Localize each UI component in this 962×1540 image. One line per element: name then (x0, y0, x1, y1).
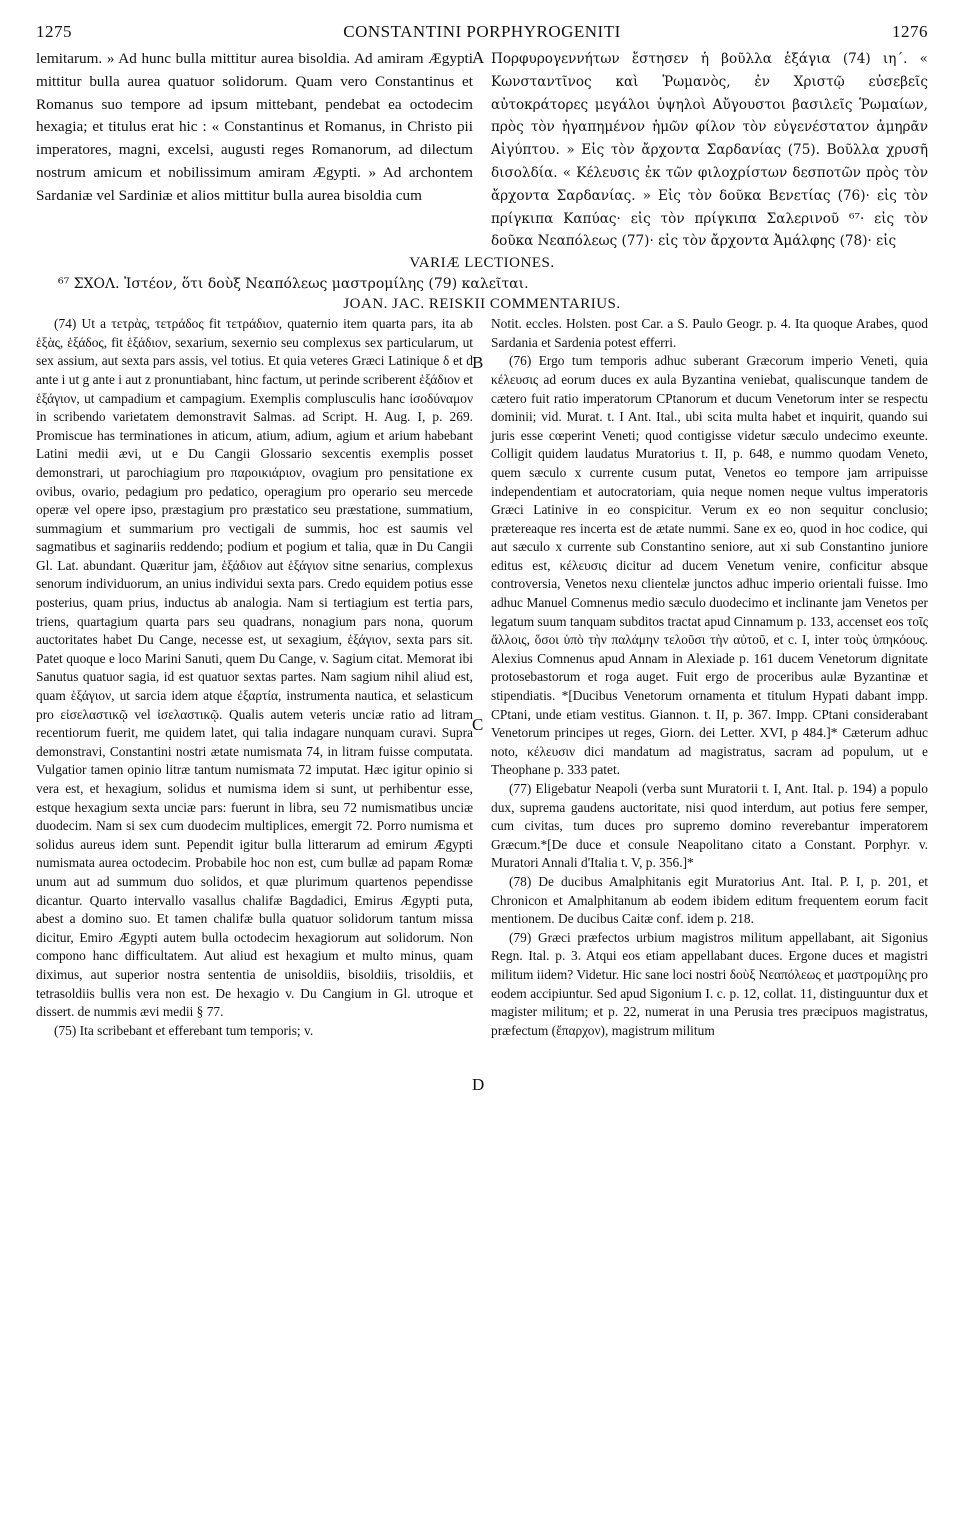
commentary-title: JOAN. JAC. REISKII COMMENTARIUS. (343, 296, 621, 313)
commentary-right-column (472, 315, 928, 1095)
margin-letter-a: A (472, 48, 485, 67)
latin-text: lemitarum. » Ad hunc bulla mittitur aurea bisoldia. Ad amiram Ægypti mittitur bulla aurea quatuor solidorum. Quam vero Constantinus et Romanus suo tempore ad ipsum mittebant, pendebat ea octodecim hexagia; et titulus erat hic : « Constantinus et Romanus, in Christo pii imperatores, magni, excelsi, augusti reges Romanorum, ad dilectum nostrum amicum et nobilissimum amiram Ægypti. » Ad archontem Sardaniæ vel Sardiniæ et alios mittitur bulla aurea bisoldia cum (36, 50, 473, 204)
right-page-number: 1276 (892, 22, 928, 41)
margin-letter-d: D (472, 1075, 485, 1095)
commentary (36, 315, 928, 1095)
scholion-text: ⁶⁷ ΣΧΟΛ. Ἰστέον, ὅτι δοὺξ Νεαπόλεως μαστρομίλης (79) καλεῖται. (58, 276, 529, 293)
variae-title: VARIÆ LECTIONES. (409, 255, 555, 272)
left-page-number: 1275 (36, 22, 72, 41)
note-75-continued: Notit. eccles. Holsten. post Car. a S. Paulo Geogr. p. 4. Ita quoque Arabes, quod Sardania et Sardenia potest efferri. (491, 316, 928, 350)
note-77: (77) Eligebatur Neapoli (verba sunt Muratorii t. I, Ant. Ital. p. 194) a populo dux, suprema gaudens auctoritate, nisi quod interdum, aut potius fere semper, cum civitas, tum duces pro supremo domino reverebantur imperatorem Græcum.*[De duce et consule Neapolitano citato a Constant. Porphyr. v. Muratori Annali d'Italia t. V, p. 356.]* (491, 781, 928, 871)
note-75: (75) Ita scribebant et efferebant tum temporis; v. (54, 1022, 314, 1038)
greek-text: Πορφυρογεννήτων ἔστησεν ἡ βοῦλλα ἑξάγια (74) ιη΄. « Κωνσταντῖνος καὶ Ῥωμανὸς, ἐν Χριστῷ εὐσεβεῖς αὐτοκράτορες μεγάλοι ὑψηλοὶ Αὔγουστοι βασιλεῖς Ῥωμαίων, πρὸς τὸν ἠγαπημένον ἡμῶν φίλον τὸν εὐγενέστατον ἀμηρᾶν Αἰγύπτου. » Εἰς τὸν ἄρχοντα Σαρδανίας (75). Βοῦλλα χρυσῆ δισολδία. « Κέλευσις ἐκ τῶν φιλοχρίστων δεσποτῶν πρὸς τὸν ἄρχοντα Σαρδανίας. » Εἰς τὸν δοῦκα Βενετίας (76)· εἰς τὸν πρίγκιπα Καπύας· εἰς τὸν πρίγκιπα Σαλερινοῦ ⁶⁷· εἰς τὸν δοῦκα Νεαπόλεως (77)· εἰς τὸν ἄρχοντα Ἀμάλφης (78)· εἰς (491, 51, 928, 250)
commentary-left-column (36, 315, 473, 1040)
margin-letter-c: C (472, 715, 484, 735)
note-76: (76) Ergo tum temporis adhuc suberant Græcorum imperio Veneti, quia κέλευσις ad eorum duces ex aula Byzantina veniebat, qualiscunque tandem de cætero fuit ratio imperatorum CPtanorum et ducum Venetorum inter se respectu dominii; vid. Murat. t. I Ant. Ital., ubi scita multa habet et inquirit, quando sui juris esse cœperint Veneti; quod contigisse videtur sæculo undecimo exeunte. Colligit quidem laudatus Muratorius t. II, p. 648, e nummo quodam Veneto, quem sæculo x currente cusum putat, Venetos eo tempore jam arripuisse independentiam et autocratoriam, quia neque nomen neque vultus imperatoris Græci Latinive in eo conspicitur. Verum ex eo non sequitur conclusio; prætereaque res incerta est de ætate nummi. Sane ex eo, quod in hoc codice, qui aut sæculo x currente sub Constantino seniore, aut xi sub Constantino juniore editus est, κέλευσις dicitur ad ducem Venetum venire, conficitur absque controversia, Venetos nexu clientelæ junctos adhuc imperio orientali fuisse. Imo adhuc Manuel Comnenus medio sæculo duodecimo et inclinante jam Venetos per legatum suum tanquam subditos tractat apud Cinnamum p. 133, accenset eos τοῖς ἄλλοις, ὅσοι ὑπὸ τὴν παλάμην τελοῦσι τὴν αὐτοῦ, et c. I, inter τοὺς ὑπηκόους. Alexius Comnenus apud Annam in Alexiade p. 161 ducem Venetorum dignitate protosebastorum et roga auget. Fuit ergo de proceribus aulæ Byzantinæ et stipendiatis. *[Ducibus Venetorum ornamenta et titulum Hypati dabant impp. CPtani, unde etiam vestitus. Giannon. t. II, p. 367. Impp. CPtani considerabant Venetorum principes ut reges, Giorn. dei Letter. XVI, p 484.]* Cæterum adhuc noto, κέλευσιν dici mandatum ad magistratus, sacram ad populum, ut e Theophane p. 333 patet. (491, 353, 928, 778)
main-text (36, 48, 928, 253)
latin-column (36, 48, 473, 253)
margin-letter-b: B (472, 353, 484, 373)
running-header (36, 22, 928, 48)
page (36, 22, 928, 1095)
note-78: (78) De ducibus Amalphitanis egit Muratorius Ant. Ital. P. I, p. 201, et Chronicon et Amalphitanum ab eodem ibidem editum frequentem eorum facit mentionem. De ducibus Caitæ conf. idem p. 218. (491, 873, 928, 927)
greek-column (472, 48, 928, 253)
note-74: (74) Ut a τετρὰς, τετράδος fit τετράδιον, quaternio item quarta pars, ita ab ἑξὰς, ἑξάδος, fit ἑξάδιον, sexarium, sexernio seu complexus sex particularum, ut sex assium, aut sexta pars assis, vel totius. Et quia veteres Græci Latinique δ et d ante i ut g ante i aut z pronuntiabant, hinc factum, ut perinde scriberent ἑξάδιον et ἑξάγιον, ut campadium et campagium. Exemplis complusculis hanc ἰσοδύναμον in scribendo varietatem demonstravit Salmas. ad Script. H. Aug. I, p. 269. Promiscue has terminationes in aticum, atium, adium, agium et arium habebant Latini medii ævi, ut e Du Cangii Glossario sexcentis exemplis posset demonstrari, ut parochiagium pro παροικιάριον, ovagium pro pensitatione ex ovibus, ovario, pedagium pro pedatico, operagium pro operario seu mercede operæ vel opere ipso, præstagium pro præstatico seu præstatione, summatium, summagium et summarium pro vectigali de summis, hoc est saumis vel sagmatibus et saginariis reddendo; podium et pogium et talia, quæ in Du Cangii Gl. Lat. abundant. Quæritur jam, ἑξάδιον aut ἑξάγιον sitne senarius, complexus senorum individuorum, an unius individui sexta pars. Credo equidem potius esse posterius, quam prius, inductus ab analogia. Nam si tertiagium est tertia pars, triens, quartagium quarta pars seu quadrans, nonagium pars nona, quorum auctoritates habet Du Cange, necesse est, ut sexagium, ἑξάγιον, sexta pars sit. Patet quoque e loco Marini Sanuti, quem Du Cange, v. Sagium citat. Memorat ibi Sanutus quatuor sagia, id est quatuor sextas partes. Nam sagium nihil aliud est, quam ἑξάγιον, ut sarcia idem atque ἐξαρτία, instrumenta nautica, et selasticum pro εἰσελαστικῷ vel ἰσελαστικῷ. Qualis autem veteris unciæ ratio ad litram recentiorum fuerit, me quidem latet, qui talia indagare nunquam curavi. Supra demonstravi, Constantini nostri ætate numismata 74, in litram fuisse computata. Vulgatior tamen opinio litræ tantum numismata 72 imputat. Hæc igitur opinio si vera est, et hexagium, solidus et numisma idem si sunt, ut perhibentur esse, estque hexagium sexta unciæ pars: fuerunt in libra, seu 72 numismatibus unciæ duodecim. Nam si sex cum duodecim multiplices, emergit 72. Porro numisma et solidus aureus idem sunt. Pependit igitur bulla litterarum ad emirum Ægypti numismata aurea octodecim. Probabile hoc non est, cum bullæ ad papam Romæ unum aut ad summum duo solidos, et quæ plurimum quartenos pependisse dicantur. Quarto intervallo vasallus chalifæ Bagdadici, Emirus Ægypti puta, abest a domino suo. Et tamen chalifæ bulla quatuor solidorum tantum missa dicitur, Emiro Ægypti autem bulla octodecim hexagiorum aut solidorum. Non compono hanc difficultatem. Aut aliud est hexagium et multo minus, quam diximus, aut superior nostra sententia de unisoldiis, bisoldiis, trisoldiis, et tetrasoldiis bullis vera non est. De hexagio v. Du Cangium in Gl. utroque et dissert. de nummis ævi medii § 77. (36, 316, 473, 1020)
running-title: CONSTANTINI PORPHYROGENITI (343, 22, 621, 41)
note-79: (79) Græci præfectos urbium magistros militum appellabant, ait Sigonius Regn. Ital. p. 3. Atqui eos etiam appellabant duces. Ergone duces et magistri militum iidem? Videtur. Hic sane loci nostri δοὺξ Νεαπόλεως et μαστρομίλης pro eodem accipiuntur. Sed apud Sigonium I. c. p. 12, collat. 11, distinguuntur dux et magister militum; et p. 22, numerat in una Perusia tres præcipuos magistratus, præfectum (ἔπαρχον), magistrum militum (491, 929, 928, 1038)
